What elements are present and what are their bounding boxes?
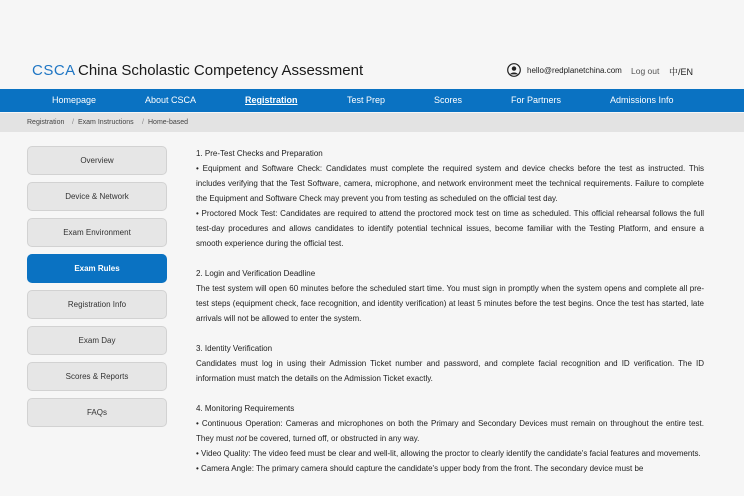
paragraph: • Equipment and Software Check: Candidates must complete the required system and device checks before the test as instructed. This includes verifying that the Test Software, camera, microphone, and network environment meet the technical requirements. Failure to complete the Equipment and Software Check may prevent you from testing as scheduled on the official test day. xyxy=(196,164,704,203)
nav-item-scores[interactable]: Scores xyxy=(434,95,463,105)
paragraph xyxy=(196,416,704,446)
paragraph: Candidates must log in using their Admission Ticket number and password, and complete facial recognition and ID verification. The ID information must match the details on the Admission Ticket exactly. xyxy=(196,359,704,383)
section-title: 1. Pre-Test Checks and Preparation xyxy=(196,149,323,158)
section-title: 4. Monitoring Requirements xyxy=(196,404,295,413)
breadcrumb-item-current: Home-based xyxy=(148,119,189,126)
paragraph: The test system will open 60 minutes before the scheduled start time. You must sign in promptly when the system opens and complete all pre-test steps (equipment check, face recognition, and identity verification) at least 5 minutes before the test begins. Once the test has started, late arrivals will not be allowed to enter the system. xyxy=(196,284,704,323)
exam-rules-content xyxy=(196,146,704,476)
logo-title[interactable]: China Scholastic Competency Assessment xyxy=(78,62,364,79)
section-title: 2. Login and Verification Deadline xyxy=(196,269,316,278)
text-run: • Continuous Operation: Cameras and microphones on both the Primary and Secondary Devices must remain on throughout the entire test. They must xyxy=(196,419,704,443)
section-title: 3. Identity Verification xyxy=(196,344,273,353)
nav-item-registration[interactable]: Registration xyxy=(245,95,298,105)
logo-abbreviation[interactable]: CSCA xyxy=(32,62,76,79)
breadcrumb-item[interactable]: Exam Instructions xyxy=(78,119,134,126)
sidebar-item-faqs[interactable]: FAQs xyxy=(27,398,167,427)
text-run: be covered, turned off, or obstructed in any way. xyxy=(246,434,420,443)
nav-item-admissions[interactable]: Admissions Info xyxy=(610,95,674,105)
user-icon[interactable] xyxy=(507,63,521,77)
nav-item-homepage[interactable]: Homepage xyxy=(52,95,97,105)
language-toggle[interactable]: 中/EN xyxy=(669,67,694,77)
paragraph: • Camera Angle: The primary camera should capture the candidate's upper body from the front. The secondary device must be xyxy=(196,464,644,473)
breadcrumb-separator: / xyxy=(142,119,144,126)
emphasis: not xyxy=(235,434,247,443)
site-header xyxy=(0,0,744,89)
main-nav xyxy=(0,89,744,112)
paragraph: • Proctored Mock Test: Candidates are required to attend the proctored mock test on time as scheduled. This official rehearsal follows the full test-day procedures and allows candidates to identify potential technical issues, become familiar with the Testing Platform, and ensure a smooth experience during the official test. xyxy=(196,209,704,248)
sidebar-item-device-network[interactable]: Device & Network xyxy=(27,182,167,211)
paragraph: • Video Quality: The video feed must be clear and well-lit, allowing the proctor to clearly identify the candidate's facial features and movements. xyxy=(196,449,701,458)
sidebar-item-exam-rules[interactable]: Exam Rules xyxy=(27,254,167,283)
sidebar-item-registration-info[interactable]: Registration Info xyxy=(27,290,167,319)
sidebar-item-scores-reports[interactable]: Scores & Reports xyxy=(27,362,167,391)
breadcrumb xyxy=(0,113,744,132)
nav-item-about[interactable]: About CSCA xyxy=(145,95,197,105)
sidebar-item-exam-environment[interactable]: Exam Environment xyxy=(27,218,167,247)
nav-item-partners[interactable]: For Partners xyxy=(511,95,562,105)
sidebar-item-exam-day[interactable]: Exam Day xyxy=(27,326,167,355)
breadcrumb-item[interactable]: Registration xyxy=(27,119,65,126)
logout-link[interactable]: Log out xyxy=(631,66,660,76)
nav-item-test-prep[interactable]: Test Prep xyxy=(347,95,386,105)
sidebar-item-overview[interactable]: Overview xyxy=(27,146,167,175)
user-email: hello@redplanetchina.com xyxy=(527,66,622,75)
breadcrumb-separator: / xyxy=(72,119,74,126)
